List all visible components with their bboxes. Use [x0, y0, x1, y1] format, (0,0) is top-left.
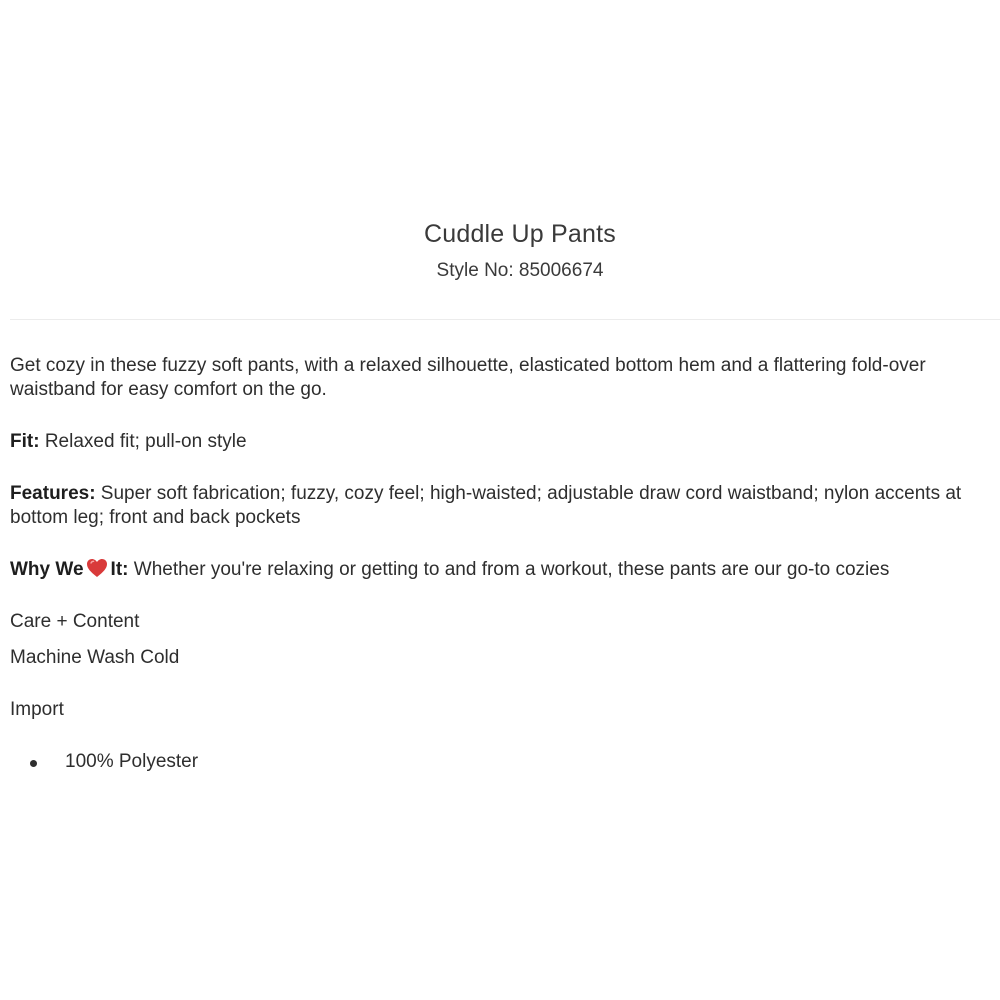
list-item: [10, 750, 998, 774]
product-header: [0, 216, 1000, 284]
fit-text: Relaxed fit; pull-on style: [39, 431, 247, 452]
materials-list: [10, 750, 998, 774]
why-we-love-it: [10, 558, 998, 582]
header-divider: [10, 319, 1000, 320]
it-label: It:: [110, 559, 129, 580]
heart-icon: [86, 558, 108, 578]
origin-text: Import: [10, 699, 64, 720]
features-label: Features:: [10, 483, 96, 504]
product-description: Get cozy in these fuzzy soft pants, with a relaxed silhouette, elasticated bottom hem and a flattering fold-over waistband for easy comfort on the go.: [10, 355, 926, 400]
bullet-icon: [30, 760, 37, 767]
why-we-label: Why We: [10, 559, 84, 580]
care-content-heading: Care + Content: [10, 611, 140, 632]
features-text: Super soft fabrication; fuzzy, cozy feel; high-waisted; adjustable draw cord waistband; nylon accents at bottom leg; front and back pockets: [10, 483, 962, 528]
style-number: Style No: 85006674: [436, 260, 604, 281]
product-title: Cuddle Up Pants: [423, 220, 616, 248]
care-instructions: Machine Wash Cold: [10, 647, 180, 668]
fit-label: Fit:: [10, 431, 40, 452]
fit-info: [10, 430, 998, 454]
product-description-section: [10, 354, 998, 774]
features-info: [10, 482, 998, 530]
material-text: 100% Polyester: [65, 751, 199, 772]
why-we-love-it-text: Whether you're relaxing or getting to and from a workout, these pants are our go-to cozies: [128, 559, 890, 580]
